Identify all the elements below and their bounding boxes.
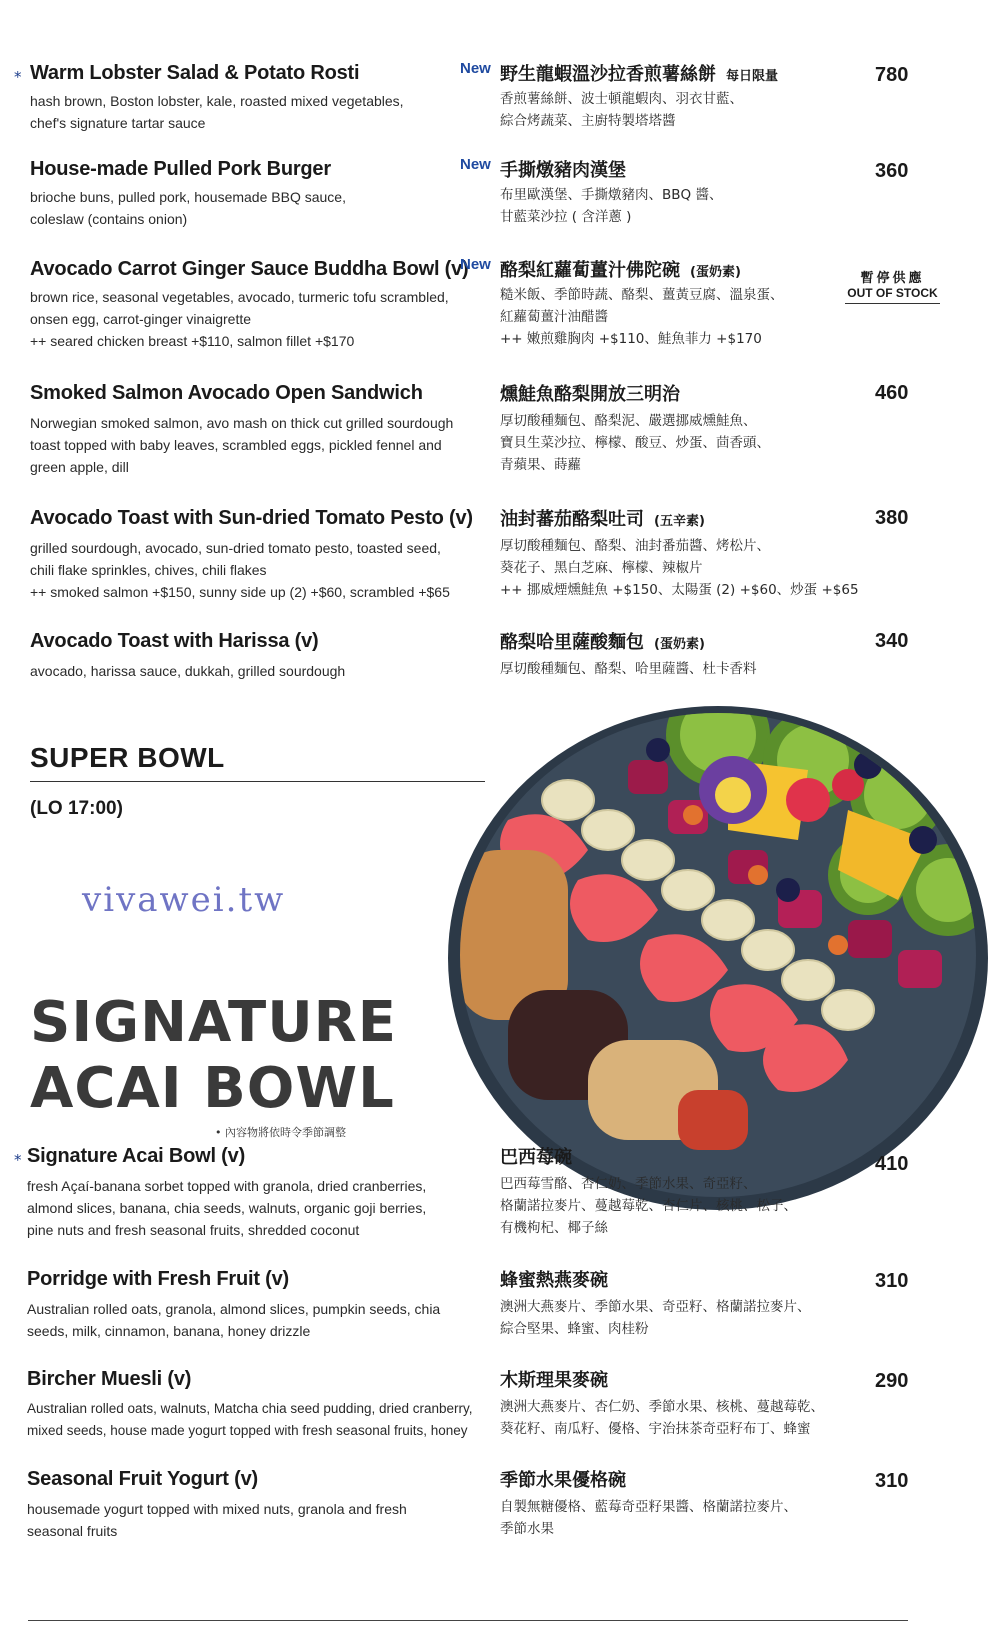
item-name-en: Porridge with Fresh Fruit (v) [27, 1268, 289, 1290]
item-name-zh: 酪梨哈里薩酸麵包 (蛋奶素) [500, 632, 705, 653]
last-order-note: (LO 17:00) [30, 798, 123, 819]
item-name-zh: 巴西莓碗 [500, 1147, 572, 1168]
item-price: 340 [875, 630, 909, 652]
out-of-stock-label: 暫停供應 OUT OF STOCK [845, 267, 940, 304]
new-badge: New [460, 60, 491, 77]
item-name-en: Smoked Salmon Avocado Open Sandwich [30, 382, 423, 404]
seasonal-note: • 內容物將依時令季節調整 [215, 1126, 346, 1139]
item-desc-zh: 澳洲大燕麥片、杏仁奶、季節水果、核桃、蔓越莓乾、 葵花籽、南瓜籽、優格、宇治抹茶奇亞籽布丁、蜂蜜 [500, 1399, 824, 1437]
item-name-en: Seasonal Fruit Yogurt (v) [27, 1468, 258, 1490]
item-desc-en: Australian rolled oats, walnuts, Matcha chia seed pudding, dried cranberry, mixed seeds, house made yogurt topped with fresh seasonal fruits, honey [27, 1401, 473, 1438]
item-price: 310 [875, 1270, 909, 1292]
item-desc-en: avocado, harissa sauce, dukkah, grilled sourdough [30, 663, 346, 679]
item-desc-zh: 厚切酸種麵包、酪梨泥、嚴選挪威燻鮭魚、 寶貝生菜沙拉、檸檬、酸豆、炒蛋、茴香頭、 青蘋果、蒔蘿 [500, 413, 770, 473]
item-price: 780 [875, 64, 909, 86]
item-name-zh: 野生龍蝦溫沙拉香煎薯絲餅 每日限量 [500, 64, 779, 85]
watermark-text: vivawei.tw [82, 880, 286, 920]
item-name-en: Avocado Toast with Harissa (v) [30, 630, 319, 652]
bottom-divider [28, 1620, 908, 1621]
recommended-star-icon: * [14, 1151, 22, 1169]
item-price: 410 [875, 1153, 909, 1175]
section-title-super-bowl: SUPER BOWL [30, 742, 225, 773]
item-desc-en: housemade yogurt topped with mixed nuts, granola and fresh seasonal fruits [27, 1501, 407, 1539]
item-price: 310 [875, 1470, 909, 1492]
item-name-zh: 季節水果優格碗 [500, 1470, 626, 1491]
item-name-zh: 燻鮭魚酪梨開放三明治 [500, 384, 680, 405]
item-desc-en: hash brown, Boston lobster, kale, roasted mixed vegetables, chef's signature tartar sauce [30, 93, 404, 131]
item-desc-zh: 巴西莓雪酪、杏仁奶、季節水果、奇亞籽、 格蘭諾拉麥片、蔓越莓乾、杏仁片、核桃、松子、 有機枸杞、椰子絲 [500, 1176, 797, 1236]
item-name-zh: 木斯理果麥碗 [500, 1370, 608, 1391]
signature-acai-heading: SIGNATURE ACAI BOWL [30, 990, 398, 1121]
item-name-en: Warm Lobster Salad & Potato Rosti [30, 62, 360, 84]
item-price: 290 [875, 1370, 909, 1392]
item-desc-zh: 糙米飯、季節時蔬、酪梨、薑黃豆腐、溫泉蛋、 紅蘿蔔薑汁油醋醬 ++ 嫩煎雞胸肉 +$110、鮭魚菲力 +$170 [500, 287, 784, 347]
acai-bowl-photo [428, 690, 1000, 1210]
item-name-en: Signature Acai Bowl (v) [27, 1145, 246, 1167]
new-badge: New [460, 256, 491, 273]
item-name-zh: 蜂蜜熱燕麥碗 [500, 1270, 608, 1291]
item-desc-en: grilled sourdough, avocado, sun-dried tomato pesto, toasted seed, chili flake sprinkles, chives, chili flakes ++ smoked salmon +$150, sunny side up (2) +$60, scrambled +$65 [30, 540, 450, 600]
item-name-en: Avocado Carrot Ginger Sauce Buddha Bowl (v) [30, 258, 469, 280]
item-desc-en: brioche buns, pulled pork, housemade BBQ sauce, coleslaw (contains onion) [30, 189, 346, 227]
item-name-en: Bircher Muesli (v) [27, 1368, 192, 1390]
item-name-zh: 酪梨紅蘿蔔薑汁佛陀碗 (蛋奶素) [500, 260, 741, 281]
item-desc-zh: 自製無糖優格、藍莓奇亞籽果醬、格蘭諾拉麥片、 季節水果 [500, 1499, 797, 1537]
item-desc-zh: 厚切酸種麵包、酪梨、哈里薩醬、杜卡香料 [500, 661, 757, 677]
item-desc-en: fresh Açaí-banana sorbet topped with granola, dried cranberries, almond slices, banana, chia seeds, walnuts, organic goji berries, pine nuts and fresh seasonal fruits, shredded coconut [27, 1178, 427, 1238]
item-price: 460 [875, 382, 909, 404]
recommended-star-icon: * [14, 68, 22, 86]
section-divider [30, 781, 485, 782]
item-name-zh: 手撕燉豬肉漢堡 [500, 160, 626, 181]
item-desc-zh: 厚切酸種麵包、酪梨、油封番茄醬、烤松片、 葵花子、黑白芝麻、檸檬、辣椒片 ++ 挪威煙燻鮭魚 +$150、太陽蛋 (2) +$60、炒蛋 +$65 [500, 538, 859, 598]
item-name-zh: 油封蕃茄酪梨吐司 (五辛素) [500, 509, 705, 530]
new-badge: New [460, 156, 491, 173]
item-desc-en: Australian rolled oats, granola, almond slices, pumpkin seeds, chia seeds, milk, cinnamon, banana, honey drizzle [27, 1301, 441, 1339]
item-desc-zh: 布里歐漢堡、手撕燉豬肉、BBQ 醬、 甘藍菜沙拉 ( 含洋蔥 ) [500, 187, 723, 225]
item-desc-en: Norwegian smoked salmon, avo mash on thick cut grilled sourdough toast topped with baby leaves, scrambled eggs, pickled fennel and green apple, dill [30, 415, 454, 475]
item-price: 380 [875, 507, 909, 529]
item-desc-zh: 澳洲大燕麥片、季節水果、奇亞籽、格蘭諾拉麥片、 綜合堅果、蜂蜜、肉桂粉 [500, 1299, 811, 1337]
item-name-en: House-made Pulled Pork Burger [30, 158, 331, 180]
item-name-en: Avocado Toast with Sun-dried Tomato Pesto (v) [30, 507, 473, 529]
item-price: 360 [875, 160, 909, 182]
item-desc-en: brown rice, seasonal vegetables, avocado, turmeric tofu scrambled, onsen egg, carrot-ginger vinaigrette ++ seared chicken breast +$110, salmon fillet +$170 [30, 289, 449, 349]
item-desc-zh: 香煎薯絲餅、波士頓龍蝦肉、羽衣甘藍、 綜合烤蔬菜、主廚特製塔塔醬 [500, 91, 743, 129]
